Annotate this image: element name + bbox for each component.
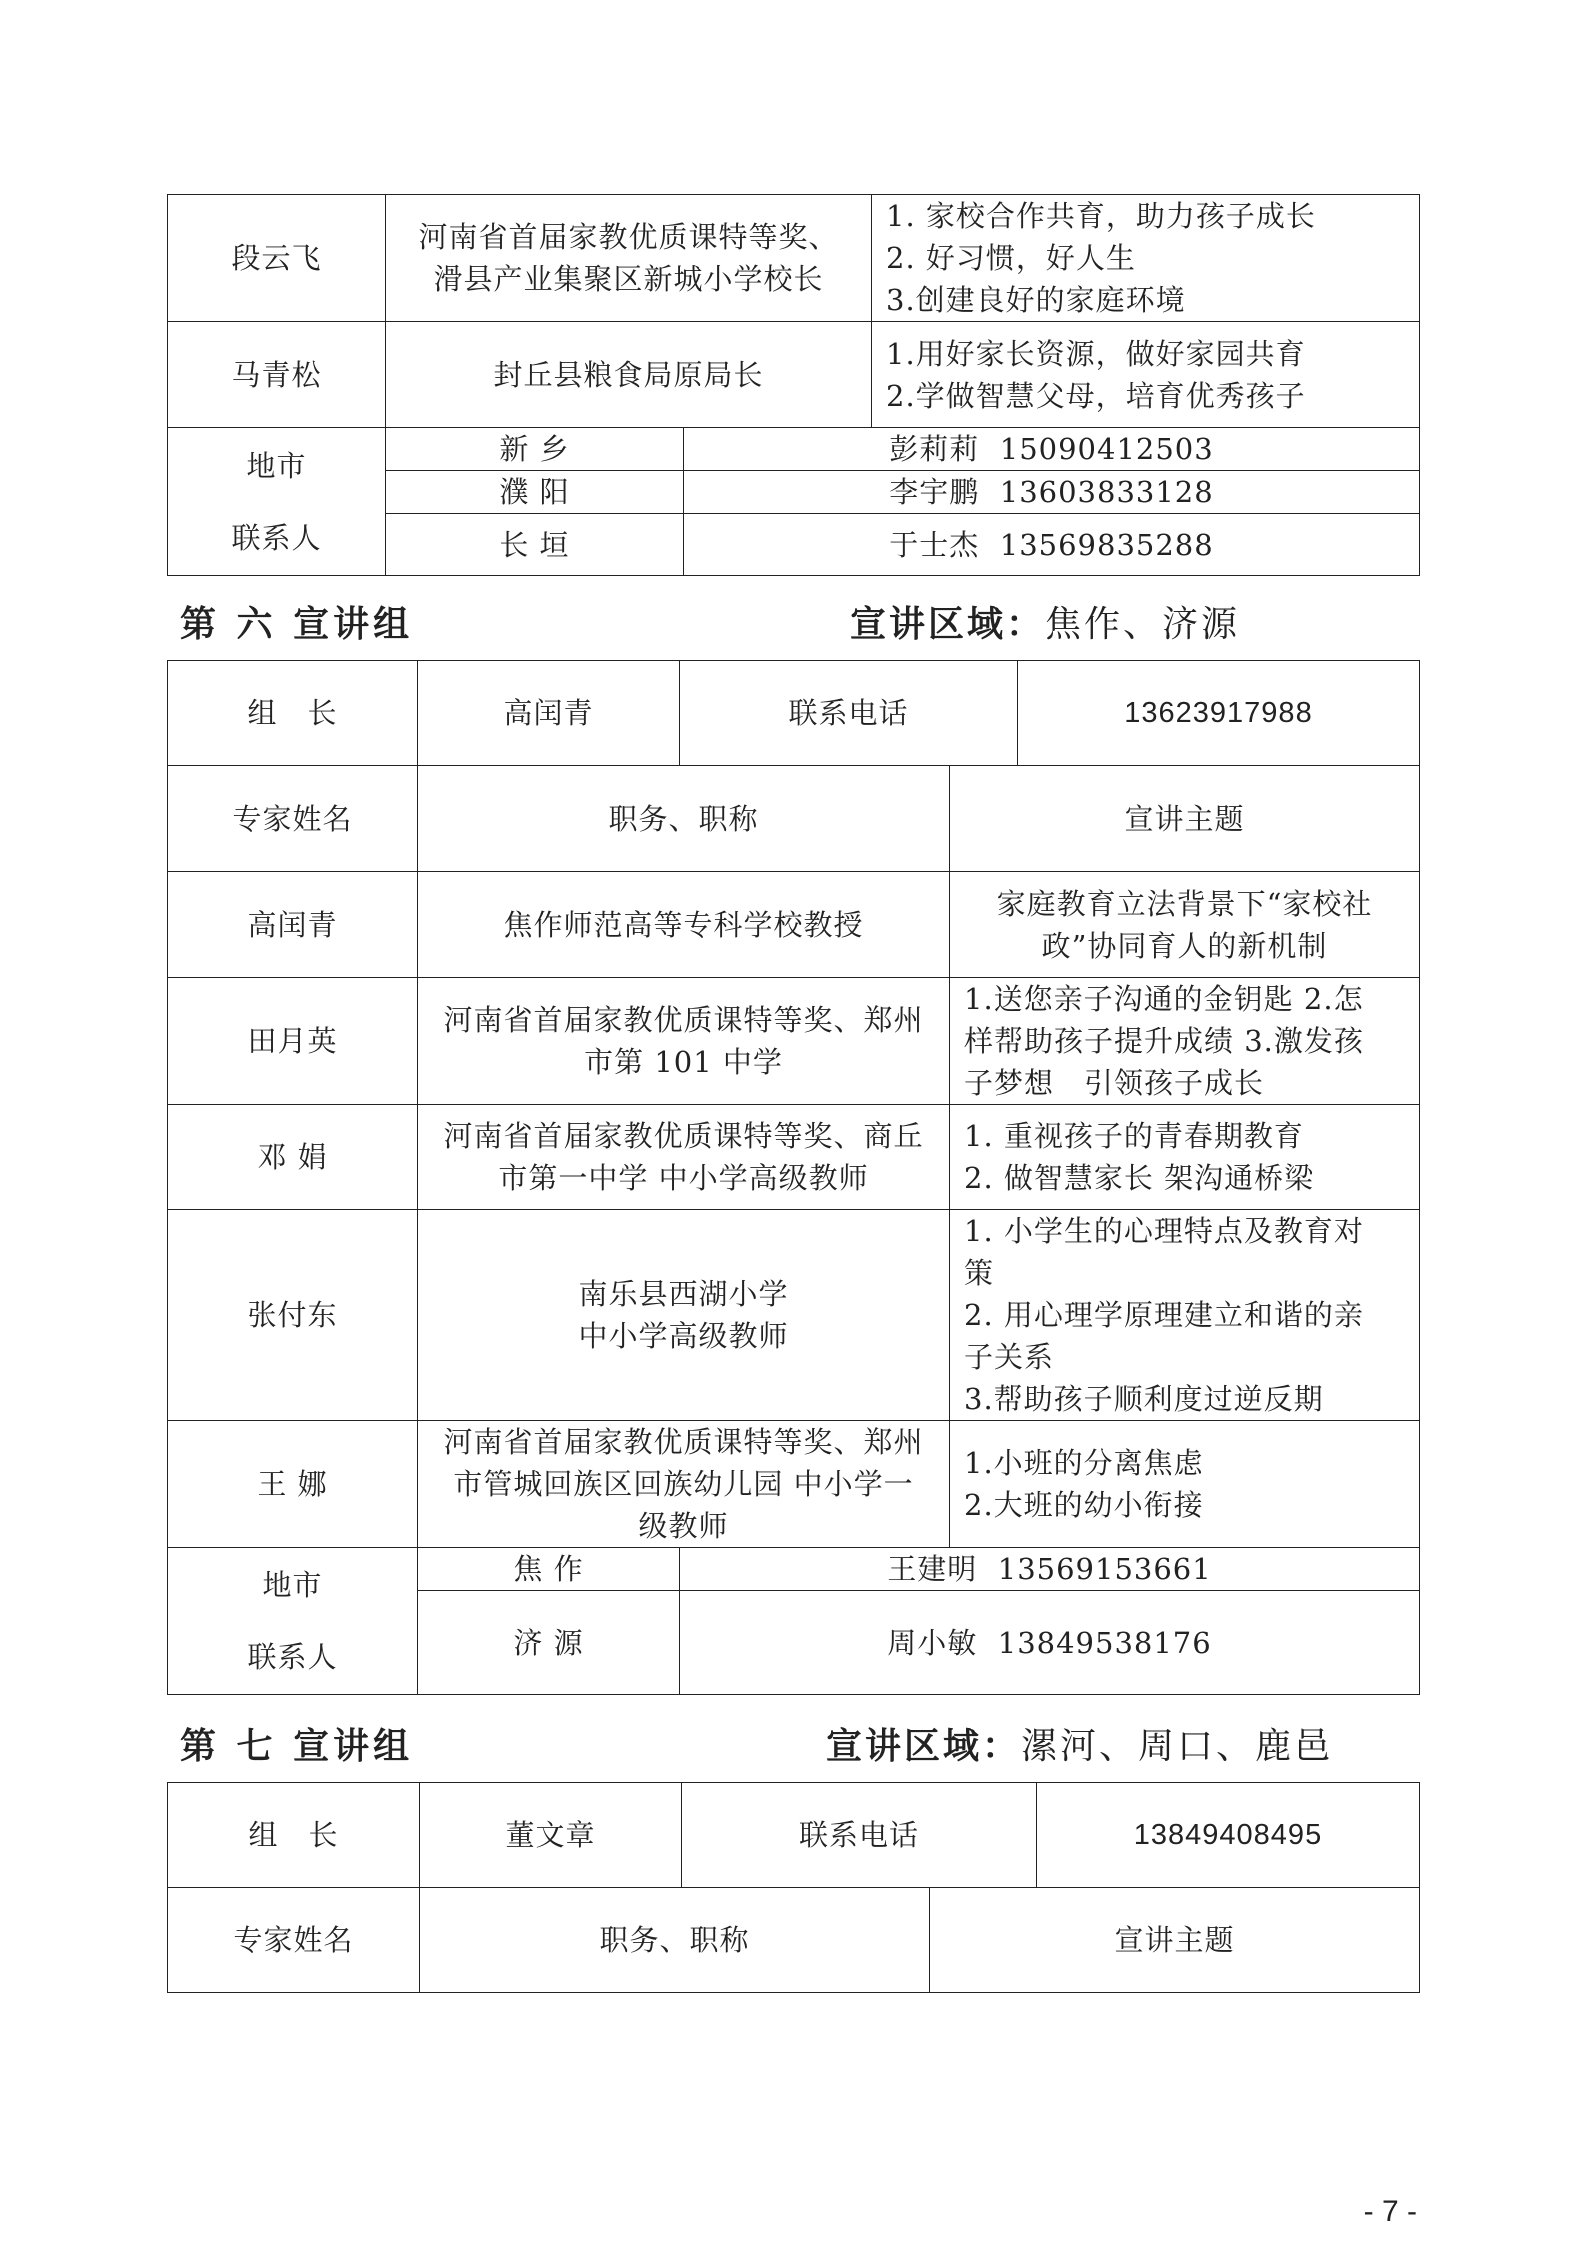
leader-label: 组 长	[168, 1783, 420, 1888]
expert-name: 高闰青	[168, 872, 418, 978]
contact-city: 济 源	[418, 1591, 680, 1695]
expert-topics: 1.用好家长资源，做好家园共育 2.学做智慧父母，培育优秀孩子	[872, 322, 1420, 428]
table-row	[168, 322, 1420, 428]
group6-experts-table	[167, 765, 1420, 1695]
contact-row	[168, 1548, 1420, 1591]
header-name: 专家姓名	[168, 1888, 420, 1993]
contact-person: 于士杰 13569835288	[684, 514, 1420, 576]
header-name: 专家姓名	[168, 766, 418, 872]
phone-label: 联系电话	[680, 661, 1018, 766]
contact-city: 濮 阳	[386, 471, 684, 514]
expert-title: 南乐县西湖小学 中小学高级教师	[418, 1210, 950, 1421]
table-row	[168, 872, 1420, 978]
group7-table	[167, 1782, 1420, 1888]
group7-header-table	[167, 1887, 1420, 1993]
group6-leader-table	[167, 660, 1420, 766]
header-topic: 宣讲主题	[930, 1888, 1420, 1993]
leader-name: 董文章	[420, 1783, 682, 1888]
expert-topics: 家庭教育立法背景下“家校社 政”协同育人的新机制	[950, 872, 1420, 978]
table-row	[168, 195, 1420, 322]
expert-topics: 1. 家校合作共育，助力孩子成长 2. 好习惯，好人生 3.创建良好的家庭环境	[872, 195, 1420, 322]
expert-title: 河南省首届家教优质课特等奖、郑州 市第 101 中学	[418, 978, 950, 1105]
phone-label: 联系电话	[682, 1783, 1037, 1888]
expert-topics: 1.小班的分离焦虑 2.大班的幼小衔接	[950, 1421, 1420, 1548]
group5-continuation-table	[167, 194, 1420, 576]
header-topic: 宣讲主题	[950, 766, 1420, 872]
expert-title: 河南省首届家教优质课特等奖、 滑县产业集聚区新城小学校长	[386, 195, 872, 322]
expert-name: 马青松	[168, 322, 386, 428]
contact-city: 新 乡	[386, 428, 684, 471]
leader-name: 高闰青	[418, 661, 680, 766]
contact-city: 焦 作	[418, 1548, 680, 1591]
contact-person: 李宇鹏 13603833128	[684, 471, 1420, 514]
contact-label: 地市 联系人	[168, 1548, 418, 1695]
contact-label: 地市 联系人	[168, 428, 386, 576]
page-number: - 7 -	[1363, 2195, 1417, 2228]
leader-row	[168, 661, 1420, 766]
contact-person: 彭莉莉 15090412503	[684, 428, 1420, 471]
leader-phone: 13849408495	[1037, 1783, 1420, 1888]
group6-region: 宣讲区域：焦作、济源	[850, 604, 1241, 645]
expert-name: 王 娜	[168, 1421, 418, 1548]
expert-name: 张付东	[168, 1210, 418, 1421]
contact-row	[168, 428, 1420, 471]
expert-name: 段云飞	[168, 195, 386, 322]
expert-topics: 1.送您亲子沟通的金钥匙 2.怎 样帮助孩子提升成绩 3.激发孩 子梦想 引领孩子成长	[950, 978, 1420, 1105]
leader-row	[168, 1783, 1420, 1888]
expert-name: 邓 娟	[168, 1105, 418, 1210]
group7-heading: 第 七 宣讲组	[180, 1726, 414, 1767]
table-row	[168, 1421, 1420, 1548]
expert-title: 封丘县粮食局原局长	[386, 322, 872, 428]
header-row	[168, 1888, 1420, 1993]
header-title: 职务、职称	[420, 1888, 930, 1993]
header-title: 职务、职称	[418, 766, 950, 872]
expert-name: 田月英	[168, 978, 418, 1105]
expert-topics: 1. 小学生的心理特点及教育对 策 2. 用心理学原理建立和谐的亲 子关系 3.帮助孩子顺利度过逆反期	[950, 1210, 1420, 1421]
leader-label: 组 长	[168, 661, 418, 766]
group7-region: 宣讲区域：漯河、周口、鹿邑	[826, 1726, 1334, 1767]
contact-person: 周小敏 13849538176	[680, 1591, 1420, 1695]
leader-phone: 13623917988	[1018, 661, 1420, 766]
group6-heading: 第 六 宣讲组	[180, 604, 414, 645]
expert-title: 河南省首届家教优质课特等奖、郑州 市管城回族区回族幼儿园 中小学一 级教师	[418, 1421, 950, 1548]
table-row	[168, 978, 1420, 1105]
expert-title: 河南省首届家教优质课特等奖、商丘 市第一中学 中小学高级教师	[418, 1105, 950, 1210]
expert-topics: 1. 重视孩子的青春期教育 2. 做智慧家长 架沟通桥梁	[950, 1105, 1420, 1210]
contact-city: 长 垣	[386, 514, 684, 576]
header-row	[168, 766, 1420, 872]
table-row	[168, 1105, 1420, 1210]
expert-title: 焦作师范高等专科学校教授	[418, 872, 950, 978]
table-row	[168, 1210, 1420, 1421]
contact-person: 王建明 13569153661	[680, 1548, 1420, 1591]
